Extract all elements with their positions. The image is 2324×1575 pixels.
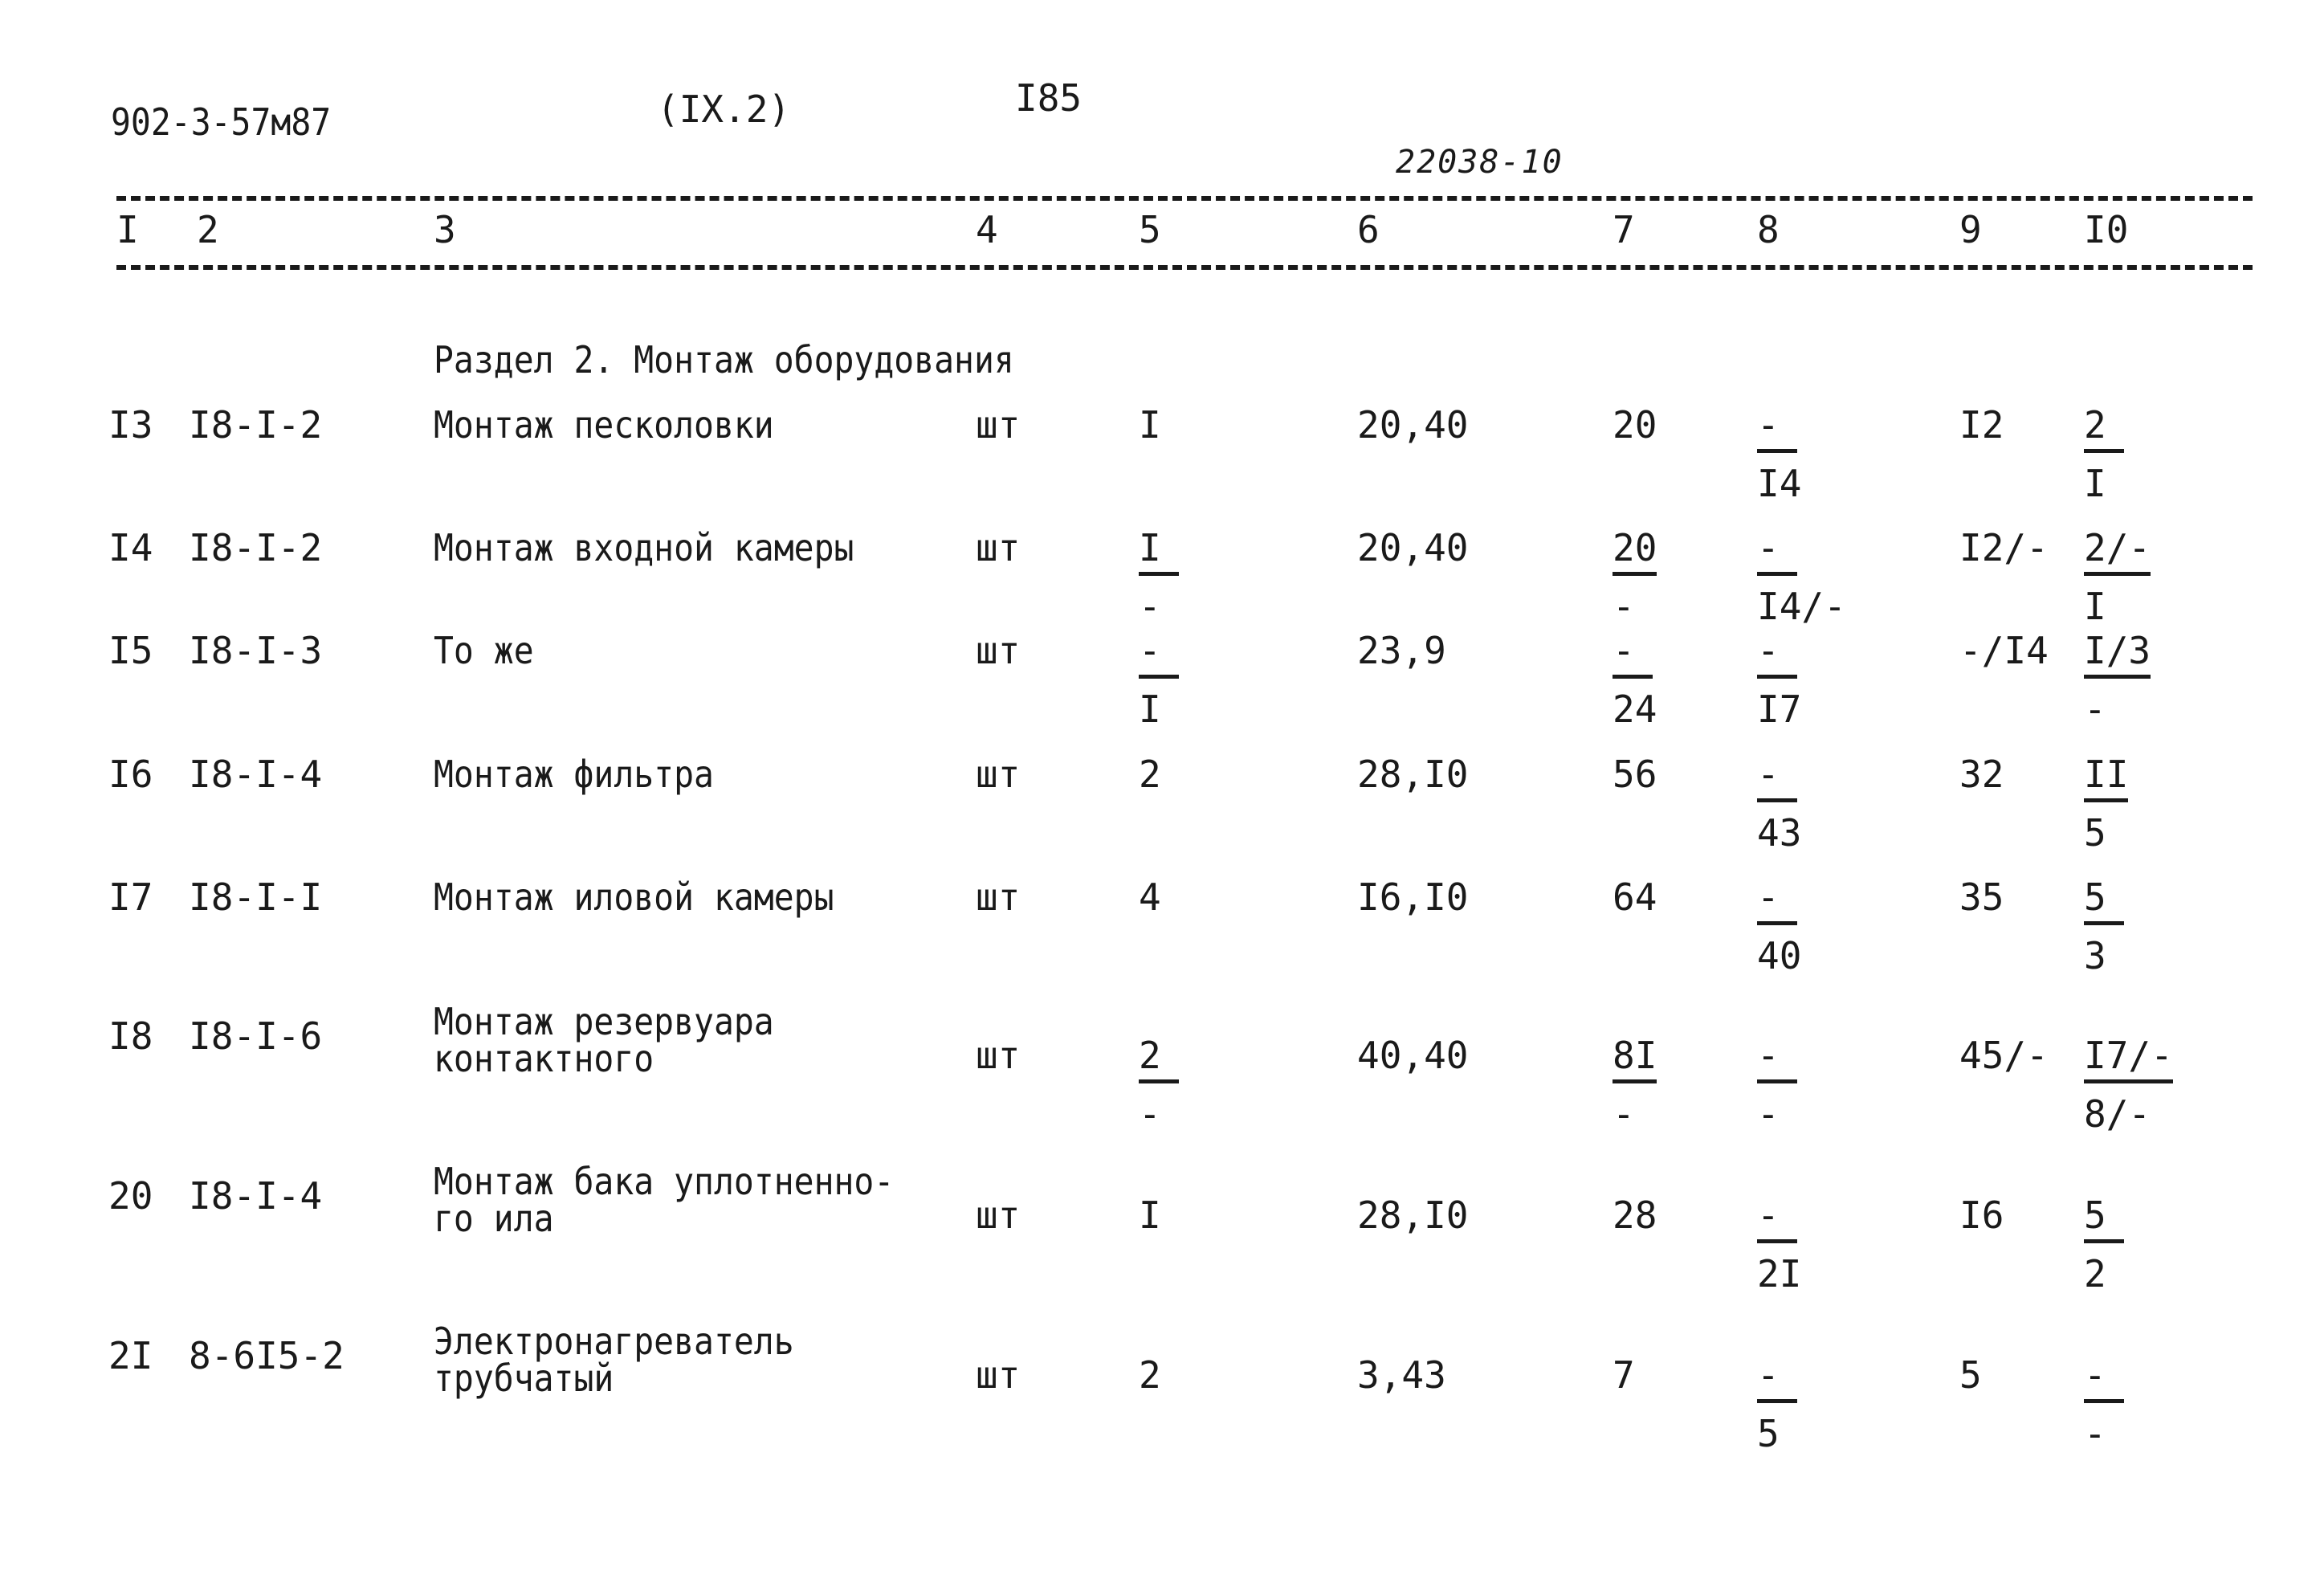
quantity-numerator: - — [1139, 631, 1179, 679]
column-10-value — [2084, 875, 2124, 977]
norm-code: I8-I-4 — [189, 753, 323, 796]
quantity-numerator: 4 — [1139, 875, 1161, 919]
column-10-value-numerator: 2/- — [2084, 528, 2151, 576]
norm-code: I8-I-4 — [189, 1174, 323, 1218]
total-cost — [1613, 629, 1657, 731]
item-name: То же — [434, 629, 534, 672]
norm-code: 8-6I5-2 — [189, 1334, 345, 1377]
column-8-value — [1757, 629, 1802, 731]
unit-cost: 28,I0 — [1357, 1193, 1469, 1237]
section-reference: (IX.2) — [657, 88, 791, 131]
quantity-numerator: 2 — [1139, 1036, 1179, 1083]
total-cost — [1613, 1034, 1657, 1136]
column-number-9: 9 — [1959, 208, 1982, 251]
quantity — [1139, 1193, 1179, 1239]
column-8-value-numerator: - — [1757, 755, 1797, 802]
column-10-value-denominator: 2 — [2084, 1252, 2106, 1295]
total-cost-denominator: - — [1613, 1092, 1635, 1136]
item-name-line: трубчатый — [434, 1357, 614, 1400]
quantity-numerator: I — [1139, 1193, 1161, 1237]
unit-cost: 40,40 — [1357, 1034, 1469, 1077]
item-name-line: Монтаж бака уплотненно- — [434, 1160, 895, 1203]
column-8-value-denominator: I4 — [1757, 462, 1802, 505]
column-8-value-numerator: - — [1757, 878, 1797, 925]
column-number-3: 3 — [434, 208, 456, 251]
item-name: Монтаж фильтра — [434, 753, 714, 796]
unit: шт — [976, 753, 1021, 796]
column-10-value-denominator: - — [2084, 688, 2106, 731]
row-number: I3 — [108, 403, 153, 447]
total-cost — [1613, 1353, 1653, 1399]
norm-code: I8-I-2 — [189, 526, 323, 569]
column-10-value — [2084, 403, 2124, 505]
column-number-7: 7 — [1613, 208, 1635, 251]
column-10-value — [2084, 1353, 2124, 1455]
column-10-value-denominator: 3 — [2084, 934, 2106, 977]
column-number-10: I0 — [2084, 208, 2129, 251]
total-cost-numerator: 20 — [1613, 403, 1657, 447]
column-10-value-numerator: 5 — [2084, 1196, 2124, 1243]
row-number: I6 — [108, 753, 153, 796]
unit: шт — [976, 526, 1021, 569]
column-8-value-denominator: 43 — [1757, 811, 1802, 855]
item-name-line: контактного — [434, 1037, 654, 1080]
unit-cost: I6,I0 — [1357, 875, 1469, 919]
column-10-value-denominator: 5 — [2084, 811, 2106, 855]
item-name-line: Электронагреватель — [434, 1320, 794, 1363]
column-9-value: 35 — [1959, 875, 2004, 919]
total-cost-numerator: 20 — [1613, 528, 1657, 576]
item-name-line: Монтаж резервуара — [434, 1000, 774, 1043]
quantity — [1139, 629, 1179, 731]
column-8-value — [1757, 875, 1802, 977]
quantity — [1139, 403, 1179, 449]
column-8-value-denominator: I4/- — [1757, 585, 1846, 628]
total-cost-numerator: 8I — [1613, 1036, 1657, 1083]
column-9-value: 32 — [1959, 753, 2004, 796]
column-8-value-denominator: 40 — [1757, 934, 1802, 977]
column-8-value-denominator: - — [1757, 1092, 1780, 1136]
column-10-value — [2084, 629, 2151, 731]
quantity-numerator: I — [1139, 403, 1161, 447]
column-9-value: 5 — [1959, 1353, 1982, 1397]
total-cost-numerator: - — [1613, 631, 1653, 679]
quantity — [1139, 755, 1179, 798]
column-8-value-numerator: - — [1757, 528, 1797, 576]
unit: шт — [976, 629, 1021, 672]
column-10-value-numerator: I/3 — [2084, 631, 2151, 679]
total-cost — [1613, 528, 1657, 626]
column-number-8: 8 — [1757, 208, 1780, 251]
item-name-line: го ила — [434, 1197, 554, 1240]
column-8-value — [1757, 403, 1802, 505]
item-name: Монтаж иловой камеры — [434, 875, 834, 919]
column-8-value-denominator: 2I — [1757, 1252, 1802, 1295]
quantity-denominator: - — [1139, 1092, 1161, 1136]
column-10-value — [2084, 1034, 2173, 1136]
column-10-value — [2084, 528, 2151, 626]
quantity-numerator: 2 — [1139, 753, 1161, 796]
column-8-value-numerator: - — [1757, 631, 1797, 679]
unit-cost: 23,9 — [1357, 629, 1446, 672]
unit: шт — [976, 403, 1021, 447]
column-9-value: -/I4 — [1959, 629, 2049, 672]
row-number: I7 — [108, 875, 153, 919]
quantity-numerator: 2 — [1139, 1353, 1161, 1397]
quantity-numerator: I — [1139, 528, 1179, 576]
total-cost-numerator: 64 — [1613, 875, 1657, 919]
column-number-6: 6 — [1357, 208, 1380, 251]
column-8-value — [1757, 528, 1846, 626]
column-8-value-numerator: - — [1757, 1196, 1797, 1243]
unit: шт — [976, 1193, 1021, 1237]
column-10-value-denominator: - — [2084, 1412, 2106, 1455]
column-number-5: 5 — [1139, 208, 1161, 251]
unit: шт — [976, 1353, 1021, 1397]
column-10-value-numerator: I7/- — [2084, 1036, 2173, 1083]
norm-code: I8-I-I — [189, 875, 323, 919]
total-cost — [1613, 755, 1657, 798]
row-number: 2I — [108, 1334, 153, 1377]
column-10-value-numerator: 2 — [2084, 406, 2124, 453]
column-8-value — [1757, 1353, 1797, 1455]
total-cost-denominator: - — [1613, 585, 1635, 628]
column-9-value: I6 — [1959, 1193, 2004, 1237]
column-9-value: 45/- — [1959, 1034, 2049, 1077]
column-10-value-denominator: I — [2084, 462, 2106, 505]
column-number-2: 2 — [197, 208, 219, 251]
quantity-denominator: - — [1139, 585, 1161, 628]
column-8-value — [1757, 753, 1802, 855]
total-cost — [1613, 1193, 1657, 1239]
unit: шт — [976, 1034, 1021, 1077]
row-number: I5 — [108, 629, 153, 672]
unit-cost: 20,40 — [1357, 403, 1469, 447]
column-10-value-denominator: I — [2084, 585, 2106, 628]
column-9-value: I2 — [1959, 403, 2004, 447]
row-number: I8 — [108, 1014, 153, 1058]
header-bottom-rule — [116, 265, 2253, 270]
header-top-rule — [116, 196, 2253, 201]
row-number: I4 — [108, 526, 153, 569]
column-10-value-numerator: II — [2084, 755, 2128, 802]
archive-number: 22038-10 — [1396, 144, 1564, 181]
column-8-value-numerator: - — [1757, 1036, 1797, 1083]
column-9-value: I2/- — [1959, 526, 2049, 569]
column-8-value-numerator: - — [1757, 406, 1797, 453]
quantity — [1139, 1353, 1179, 1399]
column-8-value-denominator: 5 — [1757, 1412, 1780, 1455]
quantity-denominator: I — [1139, 688, 1161, 731]
column-8-value — [1757, 1034, 1797, 1136]
column-10-value — [2084, 1193, 2124, 1295]
quantity — [1139, 1034, 1179, 1136]
total-cost-denominator: 24 — [1613, 688, 1657, 731]
row-number: 20 — [108, 1174, 153, 1218]
unit-cost: 28,I0 — [1357, 753, 1469, 796]
quantity — [1139, 875, 1179, 921]
norm-code: I8-I-3 — [189, 629, 323, 672]
item-name: Монтаж песколовки — [434, 403, 774, 447]
column-10-value-numerator: 5 — [2084, 878, 2124, 925]
unit-cost: 3,43 — [1357, 1353, 1446, 1397]
total-cost-numerator: 28 — [1613, 1193, 1657, 1237]
section-title: Раздел 2. Монтаж оборудования — [434, 338, 1014, 382]
total-cost — [1613, 403, 1657, 449]
column-10-value-denominator: 8/- — [2084, 1092, 2151, 1136]
norm-code: I8-I-6 — [189, 1014, 323, 1058]
unit-cost: 20,40 — [1357, 526, 1469, 569]
norm-code: I8-I-2 — [189, 403, 323, 447]
document-code: 902-3-57м87 — [111, 100, 332, 144]
total-cost-numerator: 56 — [1613, 753, 1657, 796]
column-10-value — [2084, 753, 2129, 855]
item-name: Монтаж входной камеры — [434, 526, 854, 569]
column-8-value-numerator: - — [1757, 1356, 1797, 1403]
column-8-value-denominator: I7 — [1757, 688, 1802, 731]
column-8-value — [1757, 1193, 1802, 1295]
column-number-1: I — [116, 208, 139, 251]
page-number: I85 — [1015, 76, 1082, 120]
column-number-4: 4 — [976, 208, 998, 251]
column-10-value-numerator: - — [2084, 1356, 2124, 1403]
unit: шт — [976, 875, 1021, 919]
quantity — [1139, 528, 1179, 626]
total-cost-numerator: 7 — [1613, 1353, 1635, 1397]
total-cost — [1613, 875, 1657, 921]
